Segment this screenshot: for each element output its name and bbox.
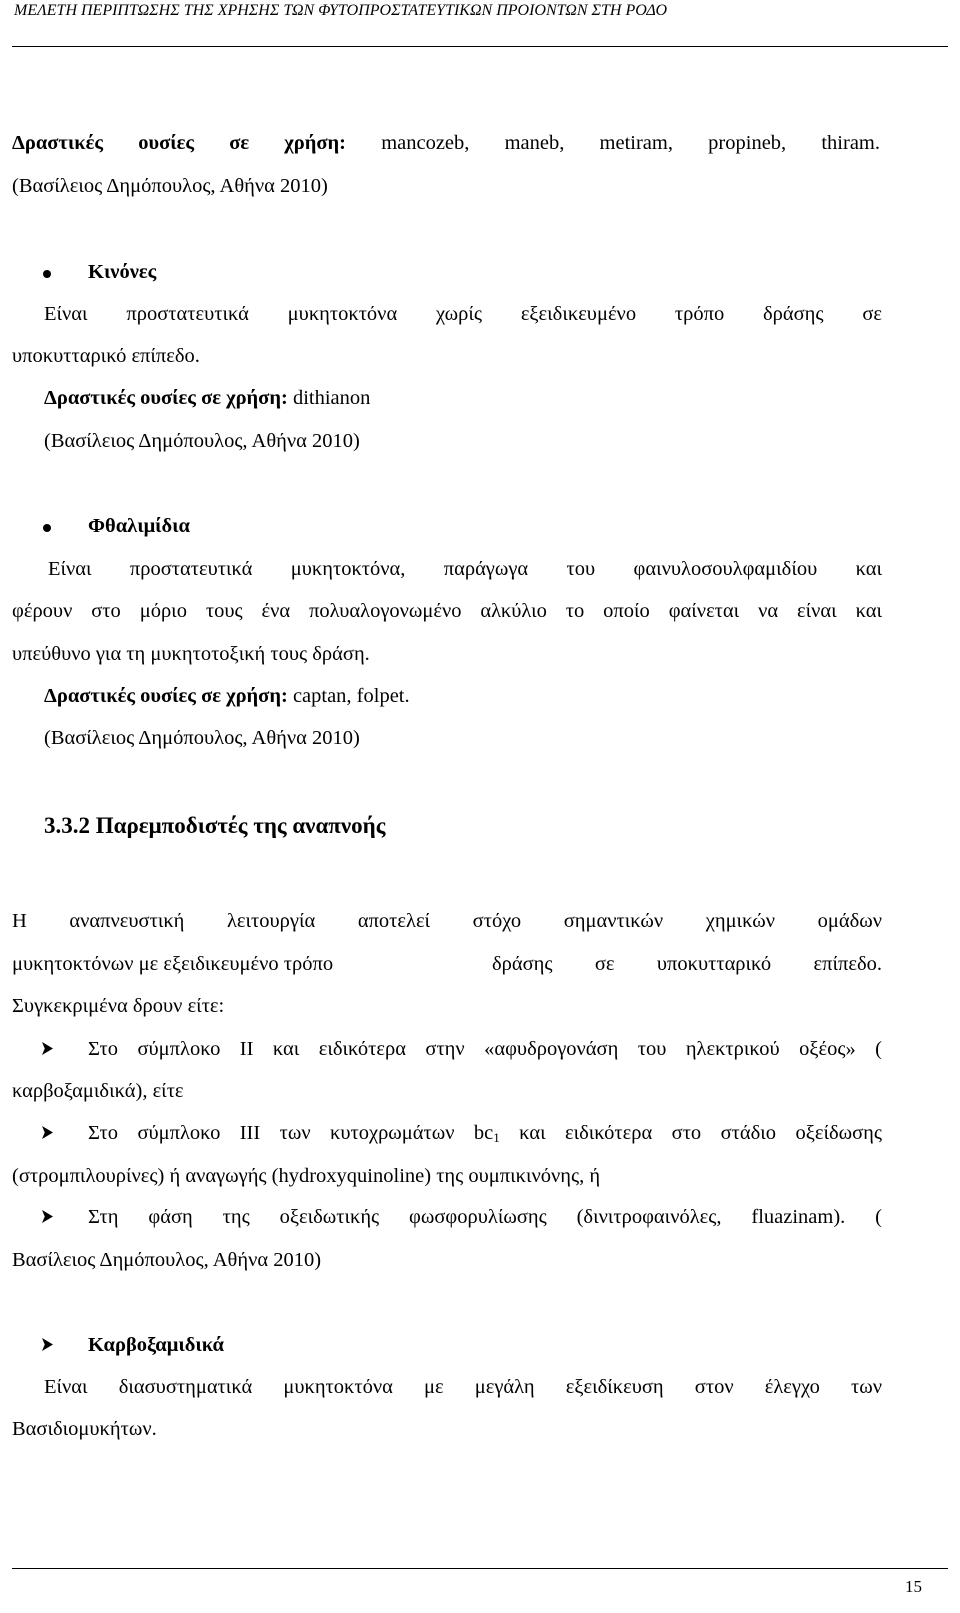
heading-kinones: Κινόνες xyxy=(88,261,157,283)
list-item-text: Στο σύμπλοκο ΙΙΙ των κυτοχρωμάτων bc xyxy=(88,1122,494,1144)
list-item-line: (στρομπιλουρίνες) ή αναγωγής (hydroxyquinoline) της ουμπικινόνης, ή xyxy=(12,1165,601,1187)
heading-carboxamides: Καρβοξαμιδικά xyxy=(88,1334,224,1356)
paragraph-line: Βασιδιομυκήτων. xyxy=(12,1418,157,1440)
paragraph-line: υποκυτταρικό επίπεδο. xyxy=(12,345,200,367)
subscript-text: 1 xyxy=(493,1130,500,1145)
source-citation: (Βασίλειος Δημόπουλος, Αθήνα 2010) xyxy=(44,727,360,749)
active-substances-line-2 xyxy=(44,384,370,412)
active-substances-line-3 xyxy=(44,682,410,710)
source-citation: (Βασίλειος Δημόπουλος, Αθήνα 2010) xyxy=(12,175,328,197)
paragraph-line: Είναι προστατευτικά μυκητοκτόνα, παράγωγα του φαινυλοσουλφαμιδίου και xyxy=(48,558,882,580)
bullet-dot-icon xyxy=(43,270,51,278)
heading-phthalimides: Φθαλιμίδια xyxy=(88,515,190,537)
paragraph-line: Συγκεκριμένα δρουν είτε: xyxy=(12,995,225,1017)
active-substances-label: Δραστικές ουσίες σε χρήση: xyxy=(44,685,288,707)
active-substances-value: dithianon xyxy=(292,387,371,409)
active-substances-label: Δραστικές ουσίες σε χρήση: xyxy=(44,387,288,409)
bullet-dot-icon xyxy=(43,524,51,532)
paragraph-line: Είναι προστατευτικά μυκητοκτόνα χωρίς εξειδικευμένο τρόπο δράσης σε xyxy=(44,303,882,325)
bullet-arrow-icon xyxy=(42,1042,53,1055)
list-item-line: καρβοξαμιδικά), είτε xyxy=(12,1080,184,1102)
source-citation: (Βασίλειος Δημόπουλος, Αθήνα 2010) xyxy=(44,430,360,452)
active-substances-line-1 xyxy=(12,129,880,157)
active-substances-value: mancozeb, maneb, metiram, propineb, thiram. xyxy=(381,132,880,154)
footer-divider xyxy=(12,1568,948,1569)
section-heading: 3.3.2 Παρεμποδιστές της αναπνοής xyxy=(44,813,386,838)
bullet-arrow-icon xyxy=(42,1126,53,1139)
bullet-arrow-icon xyxy=(42,1210,53,1223)
paragraph-line: δράσης σε υποκυτταρικό επίπεδο. xyxy=(492,953,882,975)
paragraph-line: φέρουν στο μόριο τους ένα πολυαλογονωμένο αλκύλιο το οποίο φαίνεται να είναι και xyxy=(12,600,882,622)
paragraph-line: Είναι διασυστηματικά μυκητοκτόνα με μεγάλη εξειδίκευση στον έλεγχο των xyxy=(44,1376,882,1398)
list-item-line: Βασίλειος Δημόπουλος, Αθήνα 2010) xyxy=(12,1249,322,1271)
list-item-line: Στη φάση της οξειδωτικής φωσφορυλίωσης (δινιτροφαινόλες, fluazinam). ( xyxy=(88,1206,882,1228)
bullet-arrow-icon xyxy=(42,1338,53,1351)
active-substances-label: Δραστικές ουσίες σε χρήση: xyxy=(12,132,346,154)
paragraph-line: Η αναπνευστική λειτουργία αποτελεί στόχο σημαντικών χημικών ομάδων xyxy=(12,910,882,932)
active-substances-value: captan, folpet. xyxy=(292,685,410,707)
header-divider xyxy=(12,46,948,47)
list-item-line: Στο σύμπλοκο ΙΙ και ειδικότερα στην «αφυδρογονάση του ηλεκτρικού οξέος» ( xyxy=(88,1038,882,1060)
running-header: ΜΕΛΕΤΗ ΠΕΡΙΠΤΩΣΗΣ ΤΗΣ ΧΡΗΣΗΣ ΤΩΝ ΦΥΤΟΠΡΟΣΤΑΤΕΥΤΙΚΩΝ ΠΡΟΙΟΝΤΩΝ ΣΤΗ ΡΟΔΟ xyxy=(14,2,668,19)
paragraph-line: υπεύθυνο για τη μυκητοτοξική τους δράση. xyxy=(12,643,370,665)
page-number: 15 xyxy=(905,1577,922,1596)
paragraph-line: μυκητοκτόνων με εξειδικευμένο τρόπο xyxy=(12,953,334,975)
list-item-line xyxy=(88,1119,882,1147)
list-item-text: και ειδικότερα στο στάδιο οξείδωσης xyxy=(499,1122,882,1144)
